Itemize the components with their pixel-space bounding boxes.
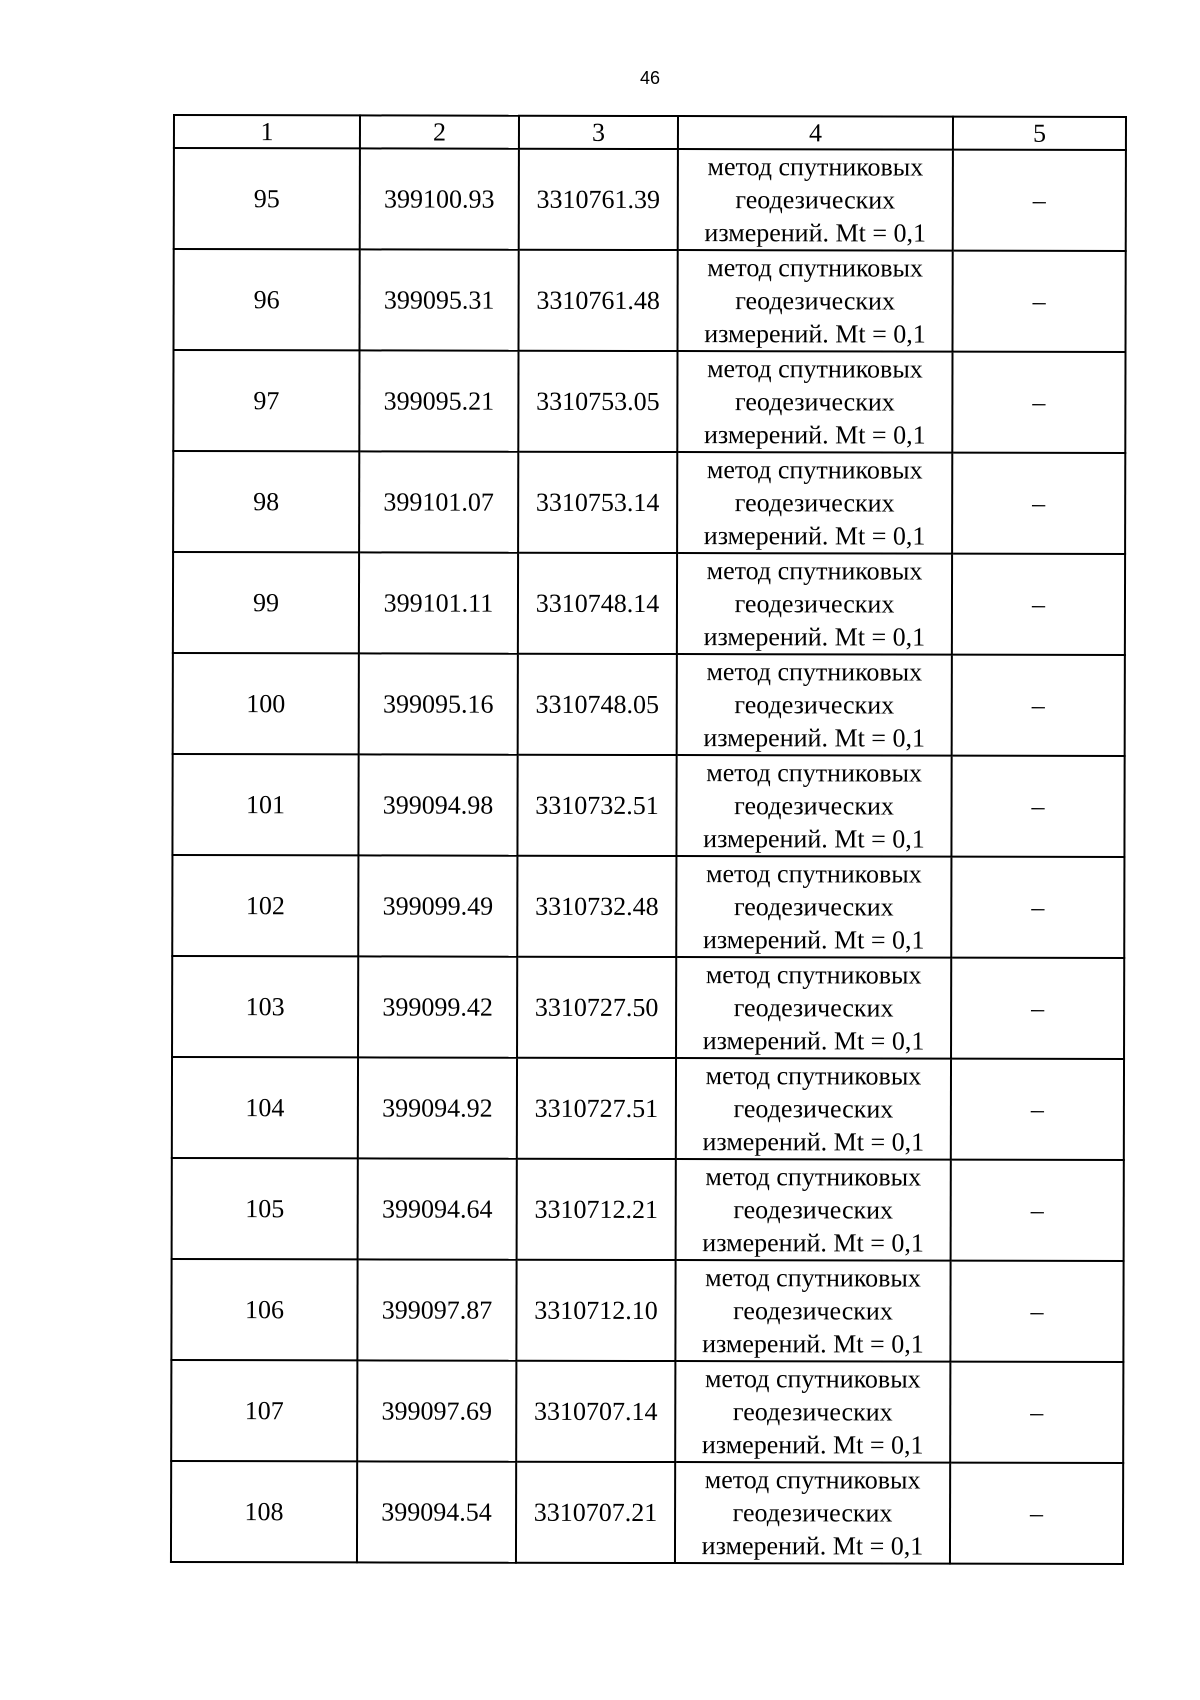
- note-cell: –: [950, 1362, 1123, 1463]
- x-coordinate-cell: 399094.64: [358, 1158, 517, 1259]
- y-coordinate-cell: 3310707.14: [516, 1361, 675, 1462]
- column-header: 4: [678, 116, 953, 150]
- method-cell: [677, 654, 952, 756]
- header-row: [174, 115, 1126, 150]
- note-cell: –: [953, 251, 1126, 352]
- method-text-line: измерений. Mt = 0,1: [701, 1531, 924, 1561]
- x-coordinate-cell: 399095.21: [359, 350, 518, 451]
- y-coordinate-cell: 3310753.14: [518, 452, 677, 553]
- y-coordinate-cell: 3310732.48: [517, 856, 676, 957]
- method-text-line: измерений. Mt = 0,1: [702, 1228, 924, 1258]
- note-cell: –: [950, 1463, 1123, 1564]
- method-cell: [676, 1058, 951, 1160]
- method-text-line: метод спутниковых: [707, 152, 924, 182]
- table-row: [174, 249, 1126, 352]
- note-cell: –: [952, 352, 1125, 453]
- note-cell: –: [952, 554, 1125, 655]
- method-text-line: измерений. Mt = 0,1: [703, 824, 925, 854]
- method-cell: [676, 957, 951, 1059]
- y-coordinate-cell: 3310761.39: [519, 149, 678, 250]
- method-cell: [675, 1260, 950, 1362]
- table-row: [173, 653, 1125, 756]
- y-coordinate-cell: 3310727.51: [517, 1058, 676, 1159]
- point-number-cell: 99: [173, 552, 359, 653]
- x-coordinate-cell: 399100.93: [360, 148, 519, 249]
- note-cell: –: [951, 1059, 1124, 1160]
- x-coordinate-cell: 399099.49: [358, 855, 517, 956]
- column-header: 2: [360, 115, 519, 148]
- method-text-line: геодезических: [733, 1094, 894, 1124]
- method-text-line: измерений. Mt = 0,1: [703, 420, 926, 450]
- table-row: [172, 855, 1124, 958]
- column-header: 5: [953, 117, 1126, 150]
- point-number-cell: 106: [171, 1259, 357, 1360]
- method-text-line: метод спутниковых: [706, 455, 923, 485]
- point-number-cell: 108: [171, 1461, 357, 1562]
- method-text-line: геодезических: [733, 892, 894, 922]
- method-text-line: метод спутниковых: [704, 1465, 921, 1495]
- method-text-line: метод спутниковых: [705, 1263, 921, 1293]
- method-text-line: метод спутниковых: [706, 758, 922, 788]
- table-row: [173, 350, 1125, 453]
- method-text-line: метод спутниковых: [706, 859, 922, 889]
- method-text-line: геодезических: [734, 589, 895, 619]
- table-row: [172, 754, 1124, 857]
- point-number-cell: 96: [174, 249, 360, 350]
- method-text-line: метод спутниковых: [704, 1364, 921, 1394]
- x-coordinate-cell: 399094.92: [358, 1057, 517, 1158]
- note-cell: –: [951, 958, 1124, 1059]
- method-text-line: измерений. Mt = 0,1: [702, 1026, 925, 1056]
- table-row: [173, 552, 1125, 655]
- method-text-line: метод спутниковых: [707, 253, 924, 283]
- table-body: [171, 148, 1126, 1564]
- method-text-line: геодезических: [733, 993, 894, 1023]
- x-coordinate-cell: 399095.31: [360, 249, 519, 350]
- method-text-line: метод спутниковых: [705, 1061, 922, 1091]
- table-row: [172, 1158, 1124, 1261]
- point-number-cell: 107: [171, 1360, 357, 1461]
- method-text-line: метод спутниковых: [707, 354, 923, 384]
- y-coordinate-cell: 3310748.14: [518, 553, 677, 654]
- method-text-line: измерений. Mt = 0,1: [701, 1430, 924, 1460]
- method-cell: [676, 1159, 951, 1261]
- y-coordinate-cell: 3310712.10: [516, 1260, 675, 1361]
- y-coordinate-cell: 3310732.51: [517, 755, 676, 856]
- method-text-line: геодезических: [734, 690, 895, 720]
- x-coordinate-cell: 399097.87: [357, 1259, 516, 1360]
- note-cell: –: [951, 857, 1124, 958]
- point-number-cell: 102: [172, 855, 358, 956]
- table-row: [172, 1057, 1124, 1160]
- method-text-line: измерений. Mt = 0,1: [702, 1127, 925, 1157]
- x-coordinate-cell: 399101.11: [359, 552, 518, 653]
- method-text-line: измерений. Mt = 0,1: [702, 925, 925, 955]
- point-number-cell: 100: [173, 653, 359, 754]
- table-row: [174, 148, 1126, 251]
- y-coordinate-cell: 3310753.05: [518, 351, 677, 452]
- y-coordinate-cell: 3310712.21: [517, 1159, 676, 1260]
- method-text-line: геодезических: [732, 1397, 893, 1427]
- point-number-cell: 104: [172, 1057, 358, 1158]
- y-coordinate-cell: 3310707.21: [516, 1462, 675, 1563]
- y-coordinate-cell: 3310748.05: [518, 654, 677, 755]
- column-header: 3: [519, 116, 678, 149]
- table-row: [172, 956, 1124, 1059]
- method-cell: [675, 1361, 950, 1463]
- method-text-line: геодезических: [733, 1296, 893, 1326]
- method-text-line: метод спутниковых: [706, 556, 923, 586]
- page-number: 46: [639, 68, 661, 88]
- method-text-line: метод спутниковых: [705, 1162, 922, 1192]
- method-text-line: геодезических: [734, 791, 894, 821]
- method-cell: [675, 1462, 950, 1564]
- x-coordinate-cell: 399095.16: [359, 653, 518, 754]
- point-number-cell: 97: [173, 350, 359, 451]
- method-text-line: измерений. Mt = 0,1: [704, 218, 927, 248]
- point-number-cell: 98: [173, 451, 359, 552]
- method-text-line: геодезических: [732, 1498, 893, 1528]
- method-text-line: измерений. Mt = 0,1: [703, 723, 926, 753]
- y-coordinate-cell: 3310727.50: [517, 957, 676, 1058]
- table-row: [173, 451, 1125, 554]
- table-row: [171, 1360, 1123, 1463]
- table-row: [171, 1259, 1123, 1362]
- method-cell: [676, 856, 951, 958]
- x-coordinate-cell: 399094.54: [357, 1461, 516, 1562]
- point-number-cell: 105: [172, 1158, 358, 1259]
- method-cell: [677, 351, 952, 453]
- column-header: 1: [174, 115, 360, 148]
- method-text-line: геодезических: [735, 286, 895, 316]
- note-cell: –: [953, 150, 1126, 251]
- note-cell: –: [952, 655, 1125, 756]
- method-cell: [676, 755, 951, 857]
- x-coordinate-cell: 399099.42: [358, 956, 517, 1057]
- point-number-cell: 101: [172, 754, 358, 855]
- method-text-line: метод спутниковых: [705, 960, 922, 990]
- method-cell: [677, 553, 952, 655]
- method-text-line: метод спутниковых: [706, 657, 923, 687]
- x-coordinate-cell: 399097.69: [357, 1360, 516, 1461]
- method-cell: [678, 250, 953, 352]
- note-cell: –: [950, 1261, 1123, 1362]
- note-cell: –: [952, 453, 1125, 554]
- method-cell: [678, 149, 953, 251]
- x-coordinate-cell: 399101.07: [359, 451, 518, 552]
- method-text-line: геодезических: [735, 185, 896, 215]
- method-text-line: геодезических: [734, 387, 895, 417]
- method-cell: [677, 452, 952, 554]
- method-text-line: измерений. Mt = 0,1: [703, 521, 926, 551]
- method-text-line: измерений. Mt = 0,1: [702, 1329, 924, 1359]
- method-text-line: геодезических: [733, 1195, 894, 1225]
- point-number-cell: 103: [172, 956, 358, 1057]
- table-row: [171, 1461, 1123, 1564]
- method-text-line: геодезических: [734, 488, 895, 518]
- point-number-cell: 95: [174, 148, 360, 249]
- method-text-line: измерений. Mt = 0,1: [704, 319, 926, 349]
- note-cell: –: [951, 1160, 1124, 1261]
- note-cell: –: [951, 756, 1124, 857]
- method-text-line: измерений. Mt = 0,1: [703, 622, 926, 652]
- coordinates-table: [170, 114, 1127, 1565]
- x-coordinate-cell: 399094.98: [358, 754, 517, 855]
- y-coordinate-cell: 3310761.48: [519, 250, 678, 351]
